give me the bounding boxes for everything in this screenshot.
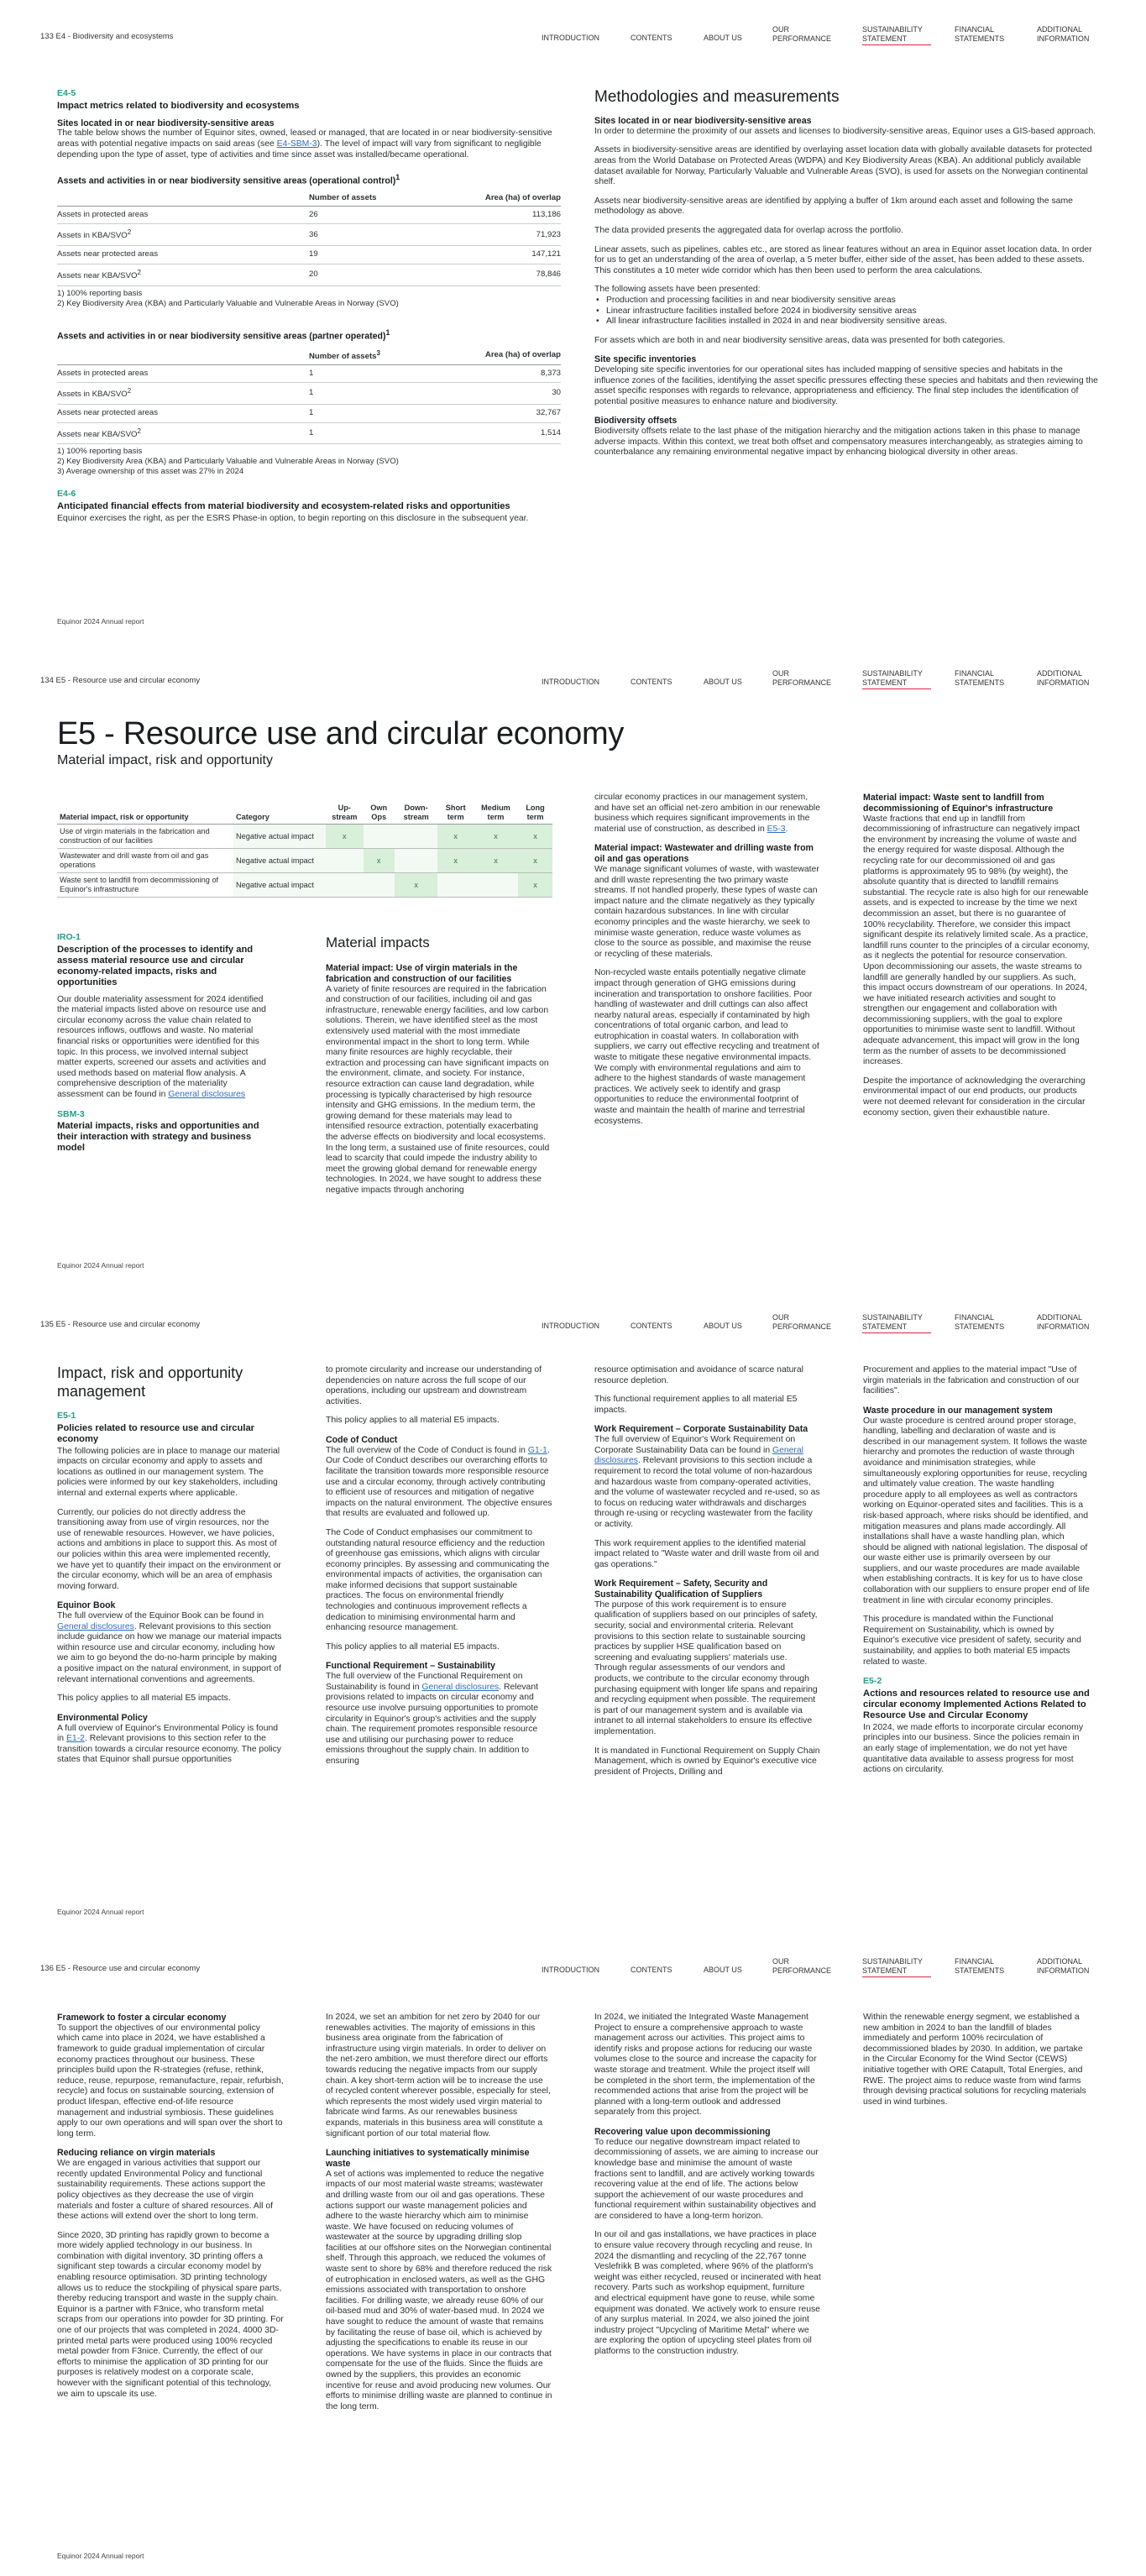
nav-sustainability-statement[interactable]: SUSTAINABILITY STATEMENT (862, 1313, 931, 1333)
list-item: • All linear infrastructure facilities installed in 2024 in and near biodiversity sensitive areas. (594, 317, 1098, 327)
paragraph: The full overview of Equinor's Work Requirement on Corporate Sustainability Data can be found in General disclosures. Relevant provisions to this section include a requirement to record the total volume of non-hazardous and hazardous waste from company-operated activities, and the volume of wastewater recycled and re-used, so as to focus on reducing water withdrawals and discharges through re-using or recycling wastewater from the facility or activity. (594, 1435, 820, 1529)
paragraph: Within the renewable energy segment, we established a new ambition in 2024 to ban the landfill of blades immediately and perform 100% recirculation of decommissioned blades by 2030. In addition, we partake in the Circular Economy for the Wind Sector (CEWS) initiative together with ORE Catapult, Total Energies, and RWE. The project aims to reduce waste from wind farms through devising practical solutions for recycling materials used in wind turbines. (863, 2013, 1086, 2107)
top-nav (542, 1957, 1121, 1979)
nav-about-us[interactable]: ABOUT US (704, 34, 742, 42)
subheading: Framework to foster a circular economy (57, 2013, 227, 2023)
col-header: Down-stream (395, 802, 438, 825)
nav-additional-information[interactable]: ADDITIONAL INFORMATION (1037, 1313, 1090, 1331)
table-row: Assets in KBA/SVO$^2$ 1 30 (57, 383, 561, 405)
paragraph: Currently, our policies do not directly address the transitioning away from use of virgin resources, nor the use of renewable resources. However, we have policies, actions and ambitions in place to support this. As most of our policies within this area were implemented recently, we have yet to quantify their impact on the environment or the circular economy, which will be an area of emphasis moving forward. (57, 1507, 281, 1591)
right-column (594, 88, 1098, 467)
subheading: Reducing reliance on virgin materials (57, 2148, 216, 2159)
nav-sustainability-statement[interactable]: SUSTAINABILITY STATEMENT (862, 1957, 931, 1977)
nav-financial-statements[interactable]: FINANCIAL STATEMENTS (955, 1957, 1005, 1975)
col-header: Category (233, 802, 326, 825)
link-general-disclosures[interactable]: General disclosures (168, 1089, 246, 1099)
list-item: • Production and processing facilities in and near biodiversity sensitive areas (594, 296, 1098, 306)
subheading: Site specific inventories (594, 354, 697, 365)
col-header: Number of assets (309, 191, 435, 206)
paragraph: The data provided presents the aggregated data for overlap across the portfolio. (594, 225, 903, 235)
top-nav (542, 1313, 1121, 1335)
nav-our-performance[interactable]: OUR PERFORMANCE (772, 1313, 832, 1331)
paragraph: Waste fractions that end up in landfill from decommissioning of infrastructure can negatively impact the environment by increasing the volume of waste and the energy required for waste disposal. Although the recycling rate for our decommissioned oil and gas platforms is approximately 95 to 98% (by weight), the absolute quantity that is directed to landfill remains substantial. The recycle rate is also high for our renewable assets, and is expected to increase by the time we next decommission an asset, but there is no guarantee of 100% recyclability. Therefore, we consider this impact significant despite its relatively limited scale. As a practice, landfill runs counter to the principles of a circular economy, as it neglects the potential for resource conservation. Upon decommissioning our assets, the waste streams to landfill are generally handled by our suppliers. As such, this impact occurs downstream of our operations. In 2024, we have initiated research activities and sought to strengthen our engagement and collaboration with decommissioning suppliers, with the goal to explore opportunities to minimise waste sent to landfill. Without adequate advancement, this impact will grow in the long term as the number of assets to be decommissioned increases. (863, 814, 1090, 1067)
page-133 (0, 0, 1146, 644)
subheading: Environmental Policy (57, 1712, 148, 1723)
table-row: Wastewater and drill waste from oil and gas operations Negative actual impact x x x x (57, 849, 552, 873)
left-column (57, 88, 561, 532)
section-title: Anticipated financial effects from material biodiversity and ecosystem-related risks and opportunities (57, 500, 510, 511)
page-header: 135 E5 - Resource use and circular economy (40, 1320, 201, 1329)
link-general-disclosures[interactable]: General disclosures (421, 1682, 500, 1692)
link-e4-sbm-3[interactable]: E4-SBM-3 (276, 139, 317, 149)
paragraph: A variety of finite resources are required in the fabrication and construction of our facilities, including oil and gas infrastructure, renewable energy facilities, and low carbon solutions. Therein, we have identified steel as the most extensively used material with the most immediate environmental impact in the short to long term. While many finite resources are highly recyclable, their extraction and processing can have significant impacts on the environment, climate, and society. For instance, resource extraction can cause land degradation, while processing is typically characterised by high resource intensity and GHG emissions. In the medium term, the growing demand for these materials may lead to intensified resource extraction, potentially exacerbating the adverse effects on biodiversity and local ecosystems. In the long term, a sustained use of finite resources, could lead to scarcity that could impede the industry ability to meet the growing global demand for renewable energy technologies. In 2024, we have sought to address these negative impacts through anchoring (326, 984, 550, 1195)
top-nav (542, 669, 1121, 691)
paragraph: In 2024, we made efforts to incorporate circular economy principles into our business. Since the policies remain in an early stage of implementation, we do not yet have quantitative data available to assess progress for most actions on circularity. (863, 1722, 1084, 1775)
paragraph: To support the objectives of our environmental policy which came into place in 2024, we have established a framework to guide gradual implementation of circular economy practices throughout our business. These principles build upon the R-strategies (refuse, rethink, reduce, reuse, repurpose, remanufacture, repair, refurbish, recycle) and focus on sustainable sourcing, extension of product lifespan, effective end-of-life resource management and industrial symbiosis. These guidelines apply to our own operations and will span over the short to long term. (57, 2023, 284, 2139)
nav-sustainability-statement[interactable]: SUSTAINABILITY STATEMENT (862, 669, 931, 689)
subheading: Functional Requirement – Sustainability (326, 1661, 495, 1672)
nav-introduction[interactable]: INTRODUCTION (542, 1322, 599, 1330)
paragraph: To reduce our negative downstream impact related to decommissioning of assets, we are aiming to increase our knowledge base and minimise the amount of waste fractions sent to landfill, and are actively working towards recovering value at the end of life. The actions below support the achievement of our waste procedures and functional requirement within sustainability objectives and are considered to have a long-term horizon. (594, 2137, 819, 2221)
paragraph: resource optimisation and avoidance of scarce natural resource depletion. (594, 1365, 803, 1385)
nav-sustainability-statement[interactable]: SUSTAINABILITY STATEMENT (862, 25, 931, 45)
section-title: Actions and resources related to resource use and circular economy Implemented Actions Related to Resource Use and Circular Economy (863, 1688, 1090, 1720)
link-g1-1[interactable]: G1-1 (527, 1445, 547, 1455)
nav-about-us[interactable]: ABOUT US (704, 1966, 742, 1974)
paragraph: We are engaged in various activities that support our recently updated Environmental Policy and functional sustainability requirements. These actions support the policy objectives as they decrease the use of virgin materials and foster a culture of shared resources. All of these actions will extend over the short to long term. (57, 2159, 274, 2222)
section-id: E4-6 (57, 489, 76, 500)
nav-financial-statements[interactable]: FINANCIAL STATEMENTS (955, 669, 1005, 687)
col-header (57, 347, 309, 364)
paragraph: to promote circularity and increase our understanding of dependencies on nature across the full scope of our operations, including our upstream and downstream activities. (326, 1365, 542, 1406)
section-title: Impact metrics related to biodiversity and ecosystems (57, 100, 300, 111)
paragraph: circular economy practices in our management system, and have set an official net-zero ambition in our renewable business which requires significant improvements in the material use of construction, as described in E5-3. (594, 793, 820, 834)
column-3 (594, 1365, 821, 1786)
subheading: Launching initiatives to systematically minimise waste (326, 2148, 530, 2169)
table-row: Assets in protected areas 26 113,186 (57, 206, 561, 224)
section-title: Material impacts, risks and opportunities and their interaction with strategy and business model (57, 1121, 259, 1154)
page-134 (0, 644, 1146, 1288)
page-subtitle: Material impact, risk and opportunity (57, 753, 273, 767)
column-1 (57, 932, 269, 1160)
subheading: Sites located in or near biodiversity-sensitive areas (57, 118, 275, 128)
materiality-matrix (57, 802, 552, 898)
list-item: • Linear infrastructure facilities installed before 2024 in biodiversity sensitive areas (594, 306, 1098, 317)
paragraph: Linear assets, such as pipelines, cables etc., are stored as linear features without an area in Equinor asset location data. In order for us to get an understanding of the area of overlap, a 5 meter buffer, either side of the asset, has been added to these assets. This constitutes a 10 meter wide corridor which has then been used to perform the area calculations. (594, 244, 1092, 275)
section-title: Policies related to resource use and circular economy (57, 1422, 255, 1444)
column-2 (326, 1365, 552, 1776)
col-header: Up-stream (326, 802, 364, 825)
nav-contents[interactable]: CONTENTS (631, 1322, 672, 1330)
paragraph: The purpose of this work requirement is to ensure qualification of suppliers based on our principles of safety, security, social and environmental criteria. Relevant provisions to this section relate to sustainable sourcing practices by supplier HSE qualification based on screening and evaluating suppliers' materials use. Through regular assessments of our vendors and products, we contribute to the circular economy through purchasing equipment with longer life spans and repairing and recycling equipment when possible. The requirement is part of our management system and is available via intranet to all internal stakeholders to ensure its effective implementation. (594, 1600, 818, 1737)
paragraph: Non-recycled waste entails potentially negative climate impact through generation of GHG emissions during incineration and transportation to onshore facilities. Poor handling of wastewater and drill cuttings can also affect nearby natural areas, especially if contaminated by high concentrations of total organic carbon, and lead to eutrophication in coastal waters. In collaboration with suppliers, we carry out effective recycling and treatment of waste to mitigate these negative environmental impacts. We comply with environmental regulations and aim to adhere to the highest standards of waste management practices. We actively seek to identify and grasp opportunities to reduce the environmental footprint of waste and maintain the health of marine and terrestrial ecosystems. (594, 968, 819, 1126)
paragraph: Procurement and applies to the material impact "Use of virgin materials in the fabrication and construction of our facilities". (863, 1365, 1080, 1396)
top-nav (542, 25, 1121, 47)
nav-financial-statements[interactable]: FINANCIAL STATEMENTS (955, 25, 1005, 43)
column-4 (863, 1365, 1090, 1784)
col-header: Long term (518, 802, 552, 825)
section-heading: Impact, risk and opportunity management (57, 1364, 243, 1400)
col-header: Area (ha) of overlap (435, 191, 561, 206)
page-header: 133 E4 - Biodiversity and ecosystems (40, 32, 174, 41)
link-general-disclosures[interactable]: General disclosures (594, 1445, 803, 1466)
page-135 (0, 1288, 1146, 1932)
paragraph: The following assets have been presented: (594, 285, 761, 295)
table-row: Assets near KBA/SVO$^2$ 1 1,514 (57, 422, 561, 444)
subheading: Biodiversity offsets (594, 416, 678, 427)
paragraph: Developing site specific inventories for our operational sites has included mapping of sensitive species and habitats in the influence zones of the facilities, identifying the asset specific pressures effecting these species and habitats and then reviewing the asset specific responses with regards to relevance, appropriateness and efficiency. The final step includes the identification of potential positive measures to enhance nature and biodiversity. (594, 365, 1098, 406)
column-1 (57, 1364, 284, 1774)
paragraph: A full overview of Equinor's Environmental Policy is found in E1-2. Relevant provisions to this section refer to the transition towards a circular resource economy. The policy states that Equinor shall pursue opportunities (57, 1723, 281, 1765)
table-row: Assets near protected areas 19 147,121 (57, 246, 561, 264)
section-id: IRO-1 (57, 932, 81, 942)
nav-our-performance[interactable]: OUR PERFORMANCE (772, 1957, 832, 1975)
table-row: Assets near KBA/SVO$^2$ 20 78,846 (57, 264, 561, 285)
paragraph: It is mandated in Functional Requirement on Supply Chain Management, which is owned by Equinor's executive vice president of Projects, Drilling and (594, 1746, 820, 1777)
nav-introduction[interactable]: INTRODUCTION (542, 678, 599, 686)
paragraph: The table below shows the number of Equinor sites, owned, leased or managed, that are located in or near biodiversity-sensitive areas with potential negative impacts on said areas (see E4-SBM-3). The level of impact will vary from significant to negligible depending upon the type of asset, type of activities and time since asset was installed/became operational. (57, 128, 552, 160)
table-notes: 1) 100% reporting basis 2) Key Biodiversity Area (KBA) and Particularly Valuable and Vulnerable Areas in Norway (SVO) 3) Average ownership of this asset was 27% in 2024 (57, 447, 399, 477)
paragraph: Biodiversity offsets relate to the last phase of the mitigation hierarchy and the mitigation actions taken in this phase to manage adverse impacts. Within this context, we treat both offset and compensatory measures interchangeably, as strategies aiming to counterbalance any remaining environmental negative impact by enhancing biological diversity in other areas. (594, 427, 1083, 458)
subheading: Material impact: Use of virgin materials in the fabrication and construction of our facilities (326, 963, 518, 984)
page-header: 134 E5 - Resource use and circular economy (40, 676, 201, 685)
assets-table-operational (57, 191, 561, 285)
subheading: Work Requirement – Safety, Security and Sustainability Qualification of Suppliers (594, 1579, 768, 1600)
table-title: Assets and activities in or near biodiversity sensitive areas (operational control)$^1$ (57, 173, 400, 186)
section-id: SBM-3 (57, 1108, 85, 1119)
paragraph: A set of actions was implemented to reduce the negative impacts of our most material waste streams; wastewater and drilling waste from our oil and gas operations. These actions support our waste management policies and adhere to the waste hierarchy which aim to minimise waste. We have focused on reducing volumes of wastewater at the source by upgrading drilling slop facilities at our offshore sites on the Norwegian continental shelf. Through this approach, we reduced the volumes of waste sent to shore by 68% and therefore reduced the risk of eutrophication in enclosed waters, as well as the GHG emissions associated with transportation to onshore facilities. For drilling waste, we already reuse 60% of our oil-based mud and 30% of water-based mud. In 2024 we have sought to reduce the amount of waste that remains by facilitating the reuse of base oil, which is achieved by adjusting the specifications to enable its reuse in our operations. We have systems in place in our contracts that compensate for the use of the fluids. Since the fluids are owned by the suppliers, this provides an economic incentive for reuse and avoid producing new volumes. Our efforts to minimise drilling waste are planned to continue in the long term. (326, 2169, 552, 2411)
table-row: Assets in protected areas 1 8,373 (57, 364, 561, 383)
subheading: Material impact: Waste sent to landfill from decommissioning of Equinor's infrastructure (863, 793, 1054, 814)
section-id: E4-5 (57, 88, 76, 98)
table-notes: 1) 100% reporting basis 2) Key Biodiversity Area (KBA) and Particularly Valuable and Vulnerable Areas in Norway (SVO) (57, 288, 399, 308)
nav-introduction[interactable]: INTRODUCTION (542, 34, 599, 42)
nav-additional-information[interactable]: ADDITIONAL INFORMATION (1037, 669, 1090, 687)
page-header: 136 E5 - Resource use and circular economy (40, 1964, 201, 1973)
page-footer: Equinor 2024 Annual report (57, 617, 144, 626)
paragraph: The full overview of the Functional Requirement on Sustainability is found in General disclosures. Relevant provisions related to impacts on circular economy and resource use involve pursuing opportunities to promote circularity in Equinor's group's activities and the supply chain. The requirement promotes responsible resource use and utilising our purchasing power to reduce emissions throughout the supply chain. In addition to ensuring (326, 1672, 538, 1766)
paragraph: Equinor exercises the right, as per the ESRS Phase-in option, to begin reporting on this disclosure in the subsequent year. (57, 513, 529, 523)
paragraph: In 2024, we initiated the Integrated Waste Management Project to ensure a comprehensive approach to waste management across our activities. This project aims to identify risks and propose actions for reducing our waste volumes close to the source and increase the capacity for waste storage and treatment. While the project itself will be completed in the short term, the implementation of the recommended actions that arise from the project will be planned with a long-term outlook and addressed separately from this project. (594, 2013, 817, 2118)
nav-about-us[interactable]: ABOUT US (704, 678, 742, 686)
subheading: Sites located in or near biodiversity-sensitive areas (594, 116, 812, 126)
col-header: Number of assets$^3$ (309, 347, 435, 364)
nav-contents[interactable]: CONTENTS (631, 678, 672, 686)
subheading: Recovering value upon decommissioning (594, 2126, 771, 2137)
link-e1-2[interactable]: E1-2 (65, 1734, 85, 1744)
paragraph: This work requirement applies to the identified material impact related to "Waste water and drill waste from oil and gas operations." (594, 1538, 819, 1569)
page-136 (0, 1932, 1146, 2576)
paragraph: Assets near biodiversity-sensitive areas are identified by applying a buffer of 1km around each asset and following the same methodology as above. (594, 196, 1073, 217)
nav-additional-information[interactable]: ADDITIONAL INFORMATION (1037, 1957, 1090, 1975)
subheading: Material impact: Wastewater and drilling waste from oil and gas operations (594, 843, 814, 865)
col-header: Short term (437, 802, 473, 825)
nav-contents[interactable]: CONTENTS (631, 1966, 672, 1974)
paragraph: The Code of Conduct emphasises our commitment to outstanding natural resource efficiency and the reduction of greenhouse gas emissions, which aligns with circular economy principles. By assessing and communicating the environmental impacts of activities, the organisation can make informed decisions that support sustainable practices. The focus on environmental friendly technologies and continuous improvement reflects a dedication to minimising environmental harm and enhancing resource management. (326, 1527, 550, 1633)
col-header: Own Ops (364, 802, 395, 825)
column-2 (326, 934, 552, 1204)
section-title: Description of the processes to identify and assess material resource use and circular economy-related impacts, risks and opportunities (57, 944, 254, 987)
paragraph: In order to determine the proximity of our assets and licenses to biodiversity-sensitive areas, Equinor uses a GIS-based approach. (594, 126, 1096, 136)
nav-introduction[interactable]: INTRODUCTION (542, 1966, 599, 1974)
col-header (57, 191, 309, 206)
section-heading: Material impacts (326, 935, 430, 950)
bullet-list (594, 296, 1098, 327)
paragraph: Our waste procedure is centred around proper storage, handling, labelling and declaration of waste and is described in our management system. It follows the waste hierarchy and promotes the reduction of waste through avoidance and minimisation strategies, while simultaneously exploring opportunities for reuse, recycling and ultimately value creation. The waste handling procedure apply to all employees as well as contractors working on Equinor-operated sites and facilities. This is a risk-based approach, where risks should be identified, and mitigation measures and plans made accordingly. All installations shall have a waste handling plan, which should be aligned with national legislation. The disposal of our waste either use is primarily overseen by our suppliers, and our waste procedures are made available when establishing contracts. It is key for us to have close collaboration with our suppliers to ensure proper end of life treatment in line with circular economy principles. (863, 1416, 1090, 1605)
subheading: Equinor Book (57, 1600, 116, 1611)
column-2 (326, 2013, 552, 2421)
col-header: Medium term (474, 802, 518, 825)
table-row: Assets near protected areas 1 32,767 (57, 404, 561, 422)
paragraph: This policy applies to all material E5 impacts. (326, 1416, 500, 1426)
paragraph: The following policies are in place to manage our material impacts on circular economy and apply to assets and locations as outlined in our management system. The policies were informed by our key stakeholders, including internal and external experts where applicable. (57, 1446, 280, 1498)
nav-financial-statements[interactable]: FINANCIAL STATEMENTS (955, 1313, 1005, 1331)
paragraph: In 2024, we set an ambition for net zero by 2040 for our renewables activities. The majority of emissions in this business area originate from the fabrication of infrastructure using virgin materials. In order to deliver on the net-zero ambition, we must therefore direct our efforts towards reducing the negative impacts from our supply chain. A key short-term action will be to increase the use of recycled content wherever possible, especially for steel, which represents the most widely used virgin material to fabricate wind farms. As our renewables business expands, materials in this business area will constitute a significant portion of our total material flow. (326, 2013, 551, 2139)
page-footer: Equinor 2024 Annual report (57, 1908, 144, 1916)
paragraph: This policy applies to all material E5 impacts. (57, 1694, 231, 1704)
table-title: Assets and activities in or near biodiversity sensitive areas (partner operated)$^1$ (57, 327, 390, 342)
section-heading: Methodologies and measurements (594, 88, 840, 106)
table-row: Use of virgin materials in the fabrication and construction of our facilities Negative actual impact x x x x (57, 825, 552, 849)
column-3 (594, 793, 821, 1135)
page-footer: Equinor 2024 Annual report (57, 2552, 144, 2560)
subheading: Waste procedure in our management system (863, 1405, 1053, 1416)
nav-about-us[interactable]: ABOUT US (704, 1322, 742, 1330)
assets-table-partner (57, 347, 561, 445)
nav-our-performance[interactable]: OUR PERFORMANCE (772, 669, 832, 687)
col-header: Material impact, risk or opportunity (57, 802, 233, 825)
paragraph: This functional requirement applies to all material E5 impacts. (594, 1395, 798, 1415)
paragraph: We manage significant volumes of waste, with wastewater and drill waste representing the two primary waste streams. If not handled properly, these types of waste can impact nature and the climate negatively as they typically contain hazardous substances. In line with circular economy principles and the waste hierarchy, we seek to minimise waste generation, reduce waste volumes as close to the source as possible, and maximise the reuse or recycling of these materials. (594, 864, 819, 959)
page-title: E5 - Resource use and circular economy (57, 716, 625, 751)
paragraph: Since 2020, 3D printing has rapidly grown to become a more widely applied technology in our business. In combination with digital inventory, 3D printing offers a significant step towards a circular economy model by enabling resource optimisation. 3D printing technology allows us to reduce the stockpiling of physical spare parts, thereby reducing transport and waste in the supply chain. Equinor is a partner with F3nice, who transform metal scraps from our operations into powder for 3D printing. For one of our projects that was completed in 2024, 4000 3D-printed metal parts were produced using 100% recycled metal powder from F3nice. Currently, the effect of our efforts to minimise the application of 3D printing for our purposes is relatively modest on a corporate scale, however with the significant potential of this technology, we aim to upscale its use. (57, 2230, 284, 2399)
paragraph: The full overview of the Equinor Book can be found in General disclosures. Relevant provisions to this section include guidance on how we manage our material impacts within resource use and circular economy, including how we aim to go beyond the do-no-harm principle by making a positive impact on the natural environment, in support of relevant international conventions and agreements. (57, 1611, 282, 1684)
section-id: E5-2 (863, 1676, 882, 1687)
paragraph: For assets which are both in and near biodiversity sensitive areas, data was presented for both categories. (594, 335, 1006, 345)
paragraph: This policy applies to all material E5 impacts. (326, 1641, 500, 1652)
paragraph: In our oil and gas installations, we have practices in place to ensure value recovery through recycling and reuse. In 2024 the dismantling and recycling of the 22,767 tonne Veslefrikk B was completed, where 96% of the platform's weight was either recycled, reused or incinerated with heat recovery. Parts such as workshop equipment, furniture and electrical equipment have gone to reuse, while some equipment was donated. We actively work to ensure reuse of any surplus material. In 2024, we also joined the joint industry project "Upcycling of Maritime Metal" where we are exploring the option of upcycling steel plates from oil platforms to the construction industry. (594, 2230, 821, 2357)
link-e5-3[interactable]: E5-3 (767, 824, 786, 834)
paragraph: Assets in biodiversity-sensitive areas are identified by overlaying asset location data with globally available datasets for protected areas from the World Database on Protected Areas (WDPA) and Key Biodiversity Areas (KBA). An additional publicly available dataset available for Norway, Particularly Valuable and Vulnerable Areas (SVO), is used for assets on the Norwegian continental shelf. (594, 145, 1092, 187)
nav-our-performance[interactable]: OUR PERFORMANCE (772, 25, 832, 43)
column-3 (594, 2013, 821, 2366)
paragraph: This procedure is mandated within the Functional Requirement on Sustainability, which is owned by Equinor's executive vice president of safety, security and sustainability, and applies to both material E5 impacts related to waste. (863, 1615, 1081, 1667)
col-header: Area (ha) of overlap (435, 347, 561, 364)
nav-contents[interactable]: CONTENTS (631, 34, 672, 42)
subheading: Code of Conduct (326, 1434, 398, 1445)
paragraph: The full overview of the Code of Conduct is found in G1-1. Our Code of Conduct describes our overarching efforts to facilitate the transition towards more responsible resource use and a circular economy, through actively contributing to efficient use of resources and mitigation of negative impacts on the natural environment. The objective ensures that results are evaluated and followed up. (326, 1445, 552, 1519)
link-general-disclosures[interactable]: General disclosures (57, 1621, 134, 1631)
page-footer: Equinor 2024 Annual report (57, 1261, 144, 1270)
subheading: Work Requirement – Corporate Sustainability Data (594, 1424, 808, 1435)
matrix-area (57, 802, 552, 898)
column-4 (863, 2013, 1090, 2116)
column-1 (57, 2013, 284, 2408)
column-4 (863, 793, 1090, 1127)
table-row: Assets in KBA/SVO$^2$ 36 71,923 (57, 224, 561, 246)
section-id: E5-1 (57, 1411, 76, 1421)
table-row: Waste sent to landfill from decommissioning of Equinor's infrastructure Negative actual impact x x (57, 873, 552, 898)
paragraph: Despite the importance of acknowledging the overarching environmental impact of our end products, our products were not deemed relevant for consideration in the circular economy section, given their exhaustible nature. (863, 1076, 1086, 1118)
nav-additional-information[interactable]: ADDITIONAL INFORMATION (1037, 25, 1090, 43)
paragraph: Our double materiality assessment for 2024 identified the material impacts listed above on resource use and circular economy across the value chain related to resources inflows, outflows and waste. No material financial risks or opportunities were identified for this topic. In this process, we involved internal subject matter experts, screened our assets and activities and used methods based on material flow analysis. A comprehensive description of the materiality assessment can be found in General disclosures (57, 994, 266, 1099)
